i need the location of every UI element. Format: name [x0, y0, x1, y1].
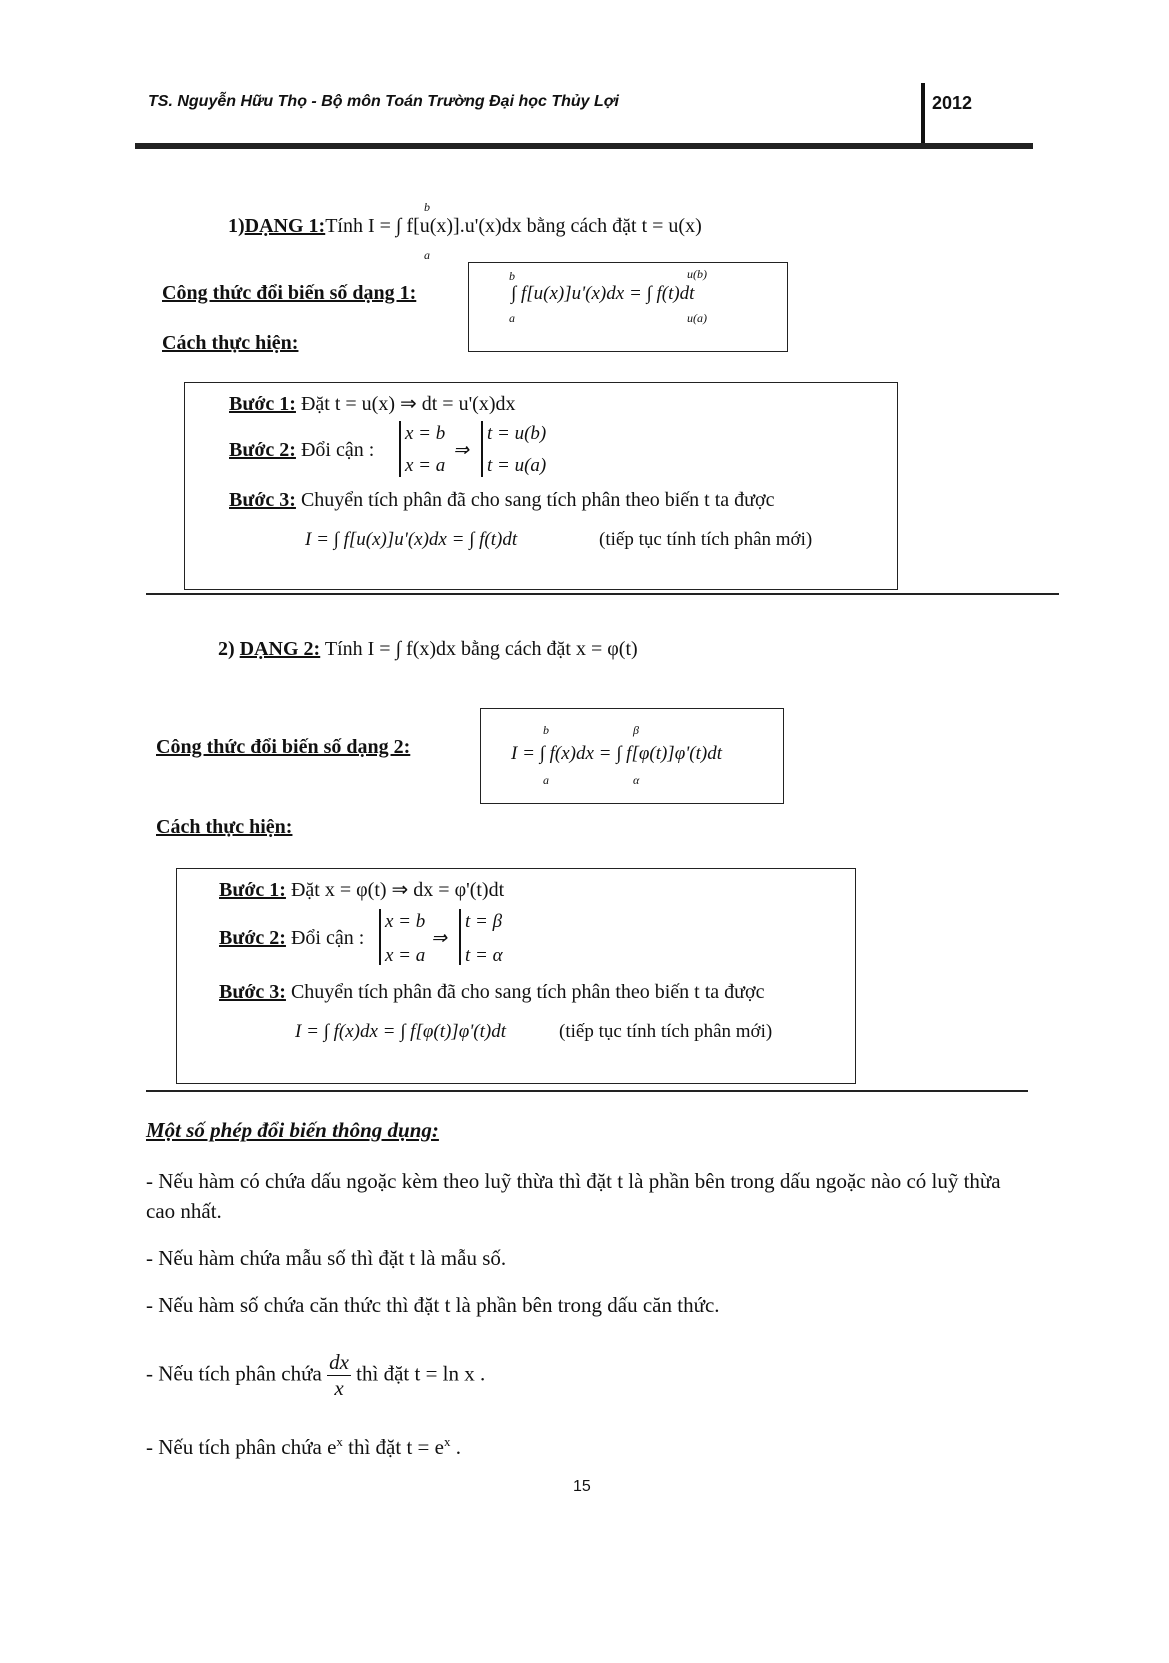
section1-step2-right-bottom: t = u(a) [487, 455, 547, 476]
common-item-1: - Nếu hàm có chứa dấu ngoặc kèm theo luỹ thừa thì đặt t là phần bên trong dấu ngoặc nào có luỹ thừa cao nhất. [146, 1169, 1001, 1223]
section2-formula-lim-b: b [543, 723, 549, 737]
section2-rule [146, 1090, 1028, 1092]
section1-bound-bar-left [399, 421, 401, 477]
section2-bound-bar-left [379, 909, 381, 965]
common-item-3: - Nếu hàm số chứa căn thức thì đặt t là phần bên trong dấu căn thức. [146, 1293, 720, 1317]
section2-title [218, 638, 638, 661]
section1-num: 1) [228, 215, 245, 237]
section1-int-upper: b [424, 200, 430, 214]
section1-step3-note: (tiếp tục tính tích phân mới) [599, 529, 813, 550]
header-author: TS. Nguyễn Hữu Thọ - Bộ môn Toán Trường Đại học Thủy Lợi [148, 93, 619, 110]
common-item-5 [146, 1434, 461, 1460]
section2-step2-text: Đổi cận : [290, 927, 365, 949]
section1-label: DẠNG 1: [244, 215, 326, 237]
section1-step3 [229, 489, 774, 512]
section2-formula-label: Công thức đổi biến số dạng 2: [156, 736, 411, 758]
section1-step2-left-bottom: x = a [405, 455, 446, 476]
section2-formula: I = ∫ f(x)dx = ∫ f[φ(t)]φ'(t)dt [511, 743, 722, 764]
common-item-5-text: - Nếu tích phân chứa e [146, 1435, 337, 1459]
section2-label: DẠNG 2: [239, 638, 321, 660]
section2-title-text: Tính I = ∫ f(x)dx bằng cách đặt x = φ(t) [324, 638, 638, 660]
section2-step2-left-top: x = b [385, 911, 426, 932]
section1-step2-arrow: ⇒ [453, 440, 469, 461]
fraction-denominator: x [334, 1376, 344, 1400]
section2-formula-lim-alpha: α [633, 773, 640, 787]
section1-step3-label: Bước 3: [229, 489, 296, 511]
section1-step2-right-top: t = u(b) [487, 423, 547, 444]
section2-steps-box [176, 868, 856, 1084]
section1-bound-bar-right [481, 421, 483, 477]
section1-step1-text: Đặt t = u(x) ⇒ dt = u'(x)dx [300, 393, 516, 415]
section2-step1-label: Bước 1: [219, 879, 286, 901]
section2-step3-text: Chuyển tích phân đã cho sang tích phân theo biến t ta được [290, 981, 765, 1003]
common-item-4 [146, 1350, 485, 1401]
section1-formula-right-lower: u(a) [687, 311, 707, 325]
common-item-5-sup2: x [443, 1434, 451, 1449]
common-item-5-post: thì đặt t = e [342, 1435, 444, 1459]
common-item-5-end: . [450, 1435, 461, 1459]
section1-formula-box [468, 262, 788, 352]
section2-step3-note: (tiếp tục tính tích phân mới) [559, 1021, 773, 1042]
section2-formula-box [480, 708, 784, 804]
header-divider [921, 83, 925, 145]
section1-step2-left-top: x = b [405, 423, 446, 444]
section1-formula-right-upper: u(b) [687, 267, 707, 281]
section1-step3-formula: I = ∫ f[u(x)]u'(x)dx = ∫ f(t)dt [305, 529, 518, 550]
section1-formula-label: Công thức đổi biến số dạng 1: [162, 282, 417, 304]
section1-step1-label: Bước 1: [229, 393, 296, 415]
section1-method-label: Cách thực hiện: [162, 332, 299, 354]
section2-step3 [219, 981, 764, 1004]
header-rule [135, 143, 1033, 149]
section1-step2-text: Đổi cận : [300, 439, 375, 461]
section2-step2-left-bottom: x = a [385, 945, 426, 966]
section2-step2 [219, 927, 364, 950]
section2-num: 2) [218, 638, 235, 660]
page-number: 15 [573, 1478, 591, 1495]
common-item-4-pre: - Nếu tích phân chứa [146, 1361, 322, 1386]
section2-step2-right-top: t = β [465, 911, 503, 932]
section1-steps-box [184, 382, 898, 590]
section1-formula-left-lower: a [509, 311, 515, 325]
section2-step3-formula: I = ∫ f(x)dx = ∫ f[φ(t)]φ'(t)dt [295, 1021, 506, 1042]
section2-step2-label: Bước 2: [219, 927, 286, 949]
section2-step2-arrow: ⇒ [431, 928, 447, 949]
section1-rule [146, 593, 1059, 595]
section1-step1 [229, 391, 516, 416]
section2-formula-lim-beta: β [633, 723, 639, 737]
section2-formula-lim-a: a [543, 773, 549, 787]
section2-step2-right-bottom: t = α [465, 945, 503, 966]
section1-step2 [229, 439, 374, 462]
section1-step2-label: Bước 2: [229, 439, 296, 461]
common-item-5-sup: x [336, 1434, 343, 1449]
section1-formula: ∫ f[u(x)]u'(x)dx = ∫ f(t)dt [511, 283, 695, 304]
common-item-4-post: thì đặt t = ln x . [356, 1361, 486, 1386]
common-title: Một số phép đổi biến thông dụng: [146, 1118, 439, 1142]
section2-step3-label: Bước 3: [219, 981, 286, 1003]
section2-method-label: Cách thực hiện: [156, 816, 293, 838]
dx-over-x-fraction [327, 1350, 351, 1401]
section1-int-lower: a [424, 248, 430, 262]
fraction-numerator: dx [329, 1350, 349, 1374]
common-item-2: - Nếu hàm chứa mẫu số thì đặt t là mẫu số. [146, 1246, 507, 1270]
section2-step1 [219, 877, 504, 902]
section1-formula-left-upper: b [509, 269, 515, 283]
section1-title [228, 215, 702, 238]
section1-title-text: Tính I = ∫ f[u(x)].u'(x)dx bằng cách đặt t = u(x) [325, 215, 702, 237]
section1-step3-text: Chuyển tích phân đã cho sang tích phân theo biến t ta được [300, 489, 775, 511]
section2-step1-text: Đặt x = φ(t) ⇒ dx = φ'(t)dt [290, 879, 505, 901]
header-year: 2012 [932, 93, 973, 113]
section2-bound-bar-right [459, 909, 461, 965]
